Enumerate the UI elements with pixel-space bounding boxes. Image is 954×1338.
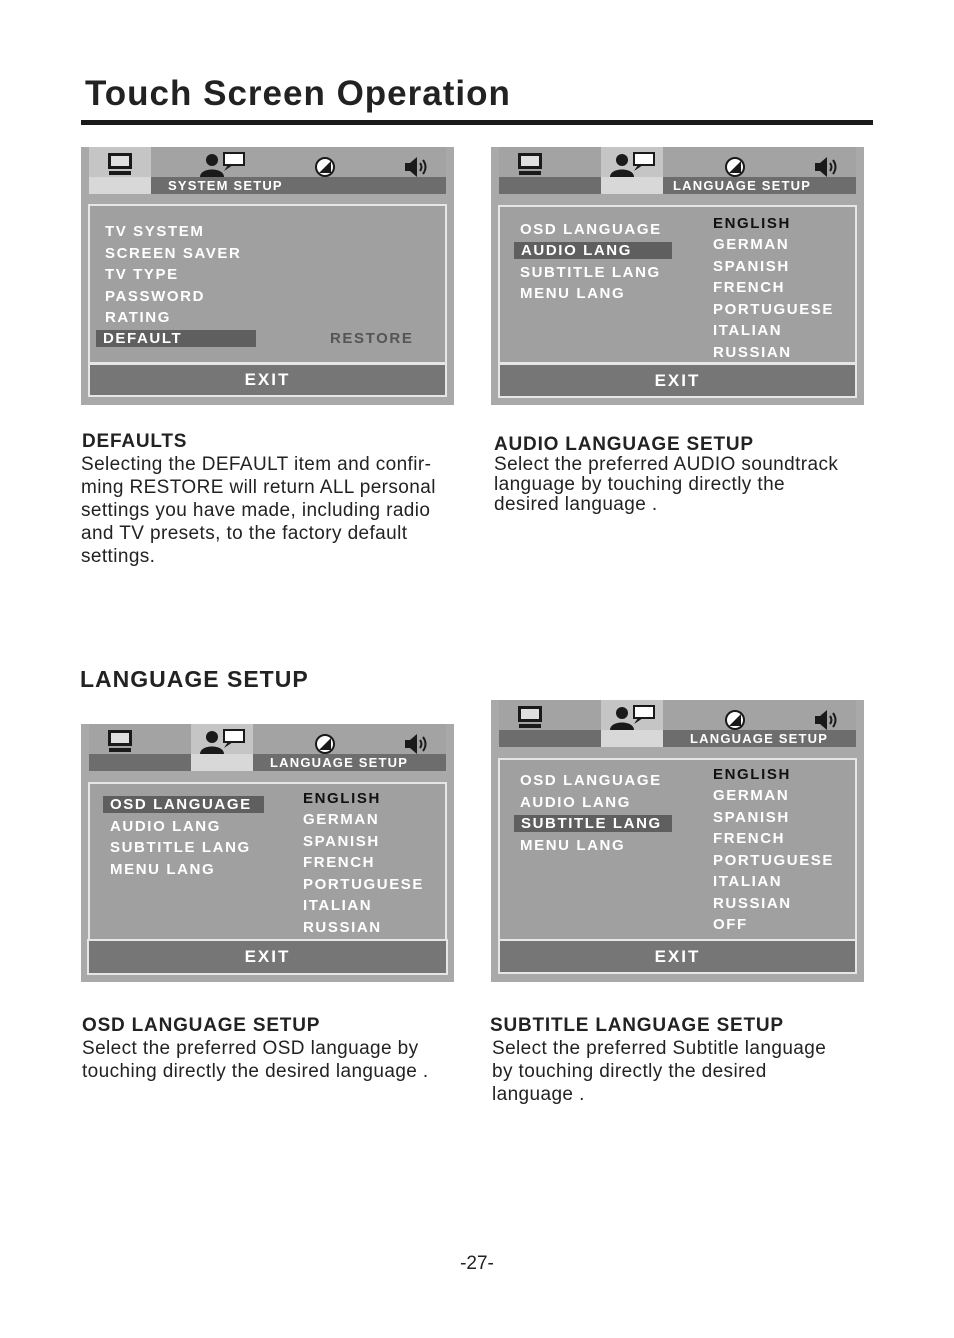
audio-heading: AUDIO LANGUAGE SETUP: [494, 434, 754, 455]
person-speech-icon: [608, 152, 658, 178]
speaker-icon: [813, 709, 841, 731]
tab-general[interactable]: [499, 147, 601, 194]
tab-general[interactable]: [89, 724, 191, 771]
option-french[interactable]: FRENCH: [713, 830, 786, 847]
menu-panel: [498, 205, 857, 364]
option-english[interactable]: ENGLISH: [713, 215, 791, 232]
defaults-heading: DEFAULTS: [82, 431, 188, 452]
option-italian[interactable]: ITALIAN: [713, 322, 783, 339]
option-spanish[interactable]: SPANISH: [303, 833, 380, 850]
option-french[interactable]: FRENCH: [303, 854, 376, 871]
menu-item-tv-type[interactable]: TV TYPE: [105, 266, 179, 283]
option-german[interactable]: GERMAN: [303, 811, 380, 828]
tv-monitor-icon: [106, 152, 134, 176]
option-german[interactable]: GERMAN: [713, 787, 790, 804]
dial-icon: [314, 733, 336, 755]
text-line: ming RESTORE will return ALL personal: [81, 477, 436, 498]
speaker-icon: [403, 733, 431, 755]
audio-text: [494, 455, 838, 515]
menu-header: LANGUAGE SETUP: [663, 730, 856, 747]
option-russian[interactable]: RUSSIAN: [713, 895, 792, 912]
tab-general[interactable]: [89, 147, 151, 194]
menu-item-password[interactable]: PASSWORD: [105, 288, 206, 305]
menu-item-menu-lang[interactable]: MENU LANG: [520, 285, 626, 302]
menu-item-rating[interactable]: RATING: [105, 309, 171, 326]
text-line: language .: [492, 1084, 585, 1105]
osd-language-screen: [81, 724, 454, 982]
menu-item-subtitle-lang[interactable]: SUBTITLE LANG: [110, 839, 251, 856]
exit-button[interactable]: EXIT: [87, 939, 448, 975]
defaults-text: [81, 453, 436, 568]
text-line: Select the preferred OSD language by: [82, 1038, 419, 1059]
tv-monitor-icon: [516, 152, 544, 176]
title-rule: [81, 120, 873, 125]
exit-button[interactable]: EXIT: [498, 363, 857, 398]
menu-header: LANGUAGE SETUP: [253, 754, 446, 771]
menu-item-subtitle-lang[interactable]: SUBTITLE LANG: [514, 815, 672, 832]
option-french[interactable]: FRENCH: [713, 279, 786, 296]
section-heading: LANGUAGE SETUP: [80, 666, 309, 692]
option-english[interactable]: ENGLISH: [303, 790, 381, 807]
text-line: settings you have made, including radio: [81, 500, 431, 521]
option-portuguese[interactable]: PORTUGUESE: [303, 876, 425, 893]
text-line: and TV presets, to the factory default: [81, 523, 408, 544]
menu-item-osd-language[interactable]: OSD LANGUAGE: [103, 796, 264, 813]
speaker-icon: [813, 156, 841, 178]
option-spanish[interactable]: SPANISH: [713, 258, 790, 275]
page-number: -27-: [460, 1253, 494, 1274]
audio-language-screen: [491, 147, 864, 405]
menu-panel: [498, 758, 857, 941]
text-line: by touching directly the desired: [492, 1061, 767, 1082]
menu-item-audio-lang[interactable]: AUDIO LANG: [514, 242, 672, 259]
menu-panel: [88, 782, 447, 941]
option-italian[interactable]: ITALIAN: [713, 873, 783, 890]
option-off[interactable]: OFF: [713, 916, 748, 933]
speaker-icon: [403, 156, 431, 178]
tab-language[interactable]: [601, 147, 663, 194]
option-spanish[interactable]: SPANISH: [713, 809, 790, 826]
person-speech-icon: [608, 705, 658, 731]
page-title: Touch Screen Operation: [85, 74, 511, 113]
menu-header: LANGUAGE SETUP: [663, 177, 856, 194]
tv-monitor-icon: [516, 705, 544, 729]
text-line: Select the preferred AUDIO soundtrack: [494, 454, 839, 475]
menu-item-osd-language[interactable]: OSD LANGUAGE: [520, 221, 662, 238]
text-line: language by touching directly the: [494, 474, 786, 495]
text-line: touching directly the desired language .: [82, 1061, 429, 1082]
tab-general[interactable]: [499, 700, 601, 747]
menu-panel: [88, 204, 447, 364]
text-line: Selecting the DEFAULT item and confir-: [81, 454, 432, 475]
tab-language[interactable]: [601, 700, 663, 747]
subtitle-text: [492, 1037, 826, 1106]
subtitle-language-screen: [491, 700, 864, 982]
menu-item-menu-lang[interactable]: MENU LANG: [520, 837, 626, 854]
subtitle-heading: SUBTITLE LANGUAGE SETUP: [490, 1015, 784, 1036]
option-russian[interactable]: RUSSIAN: [713, 344, 792, 361]
option-italian[interactable]: ITALIAN: [303, 897, 373, 914]
exit-button[interactable]: EXIT: [88, 363, 447, 397]
text-line: Select the preferred Subtitle language: [492, 1038, 827, 1059]
option-portuguese[interactable]: PORTUGUESE: [713, 852, 835, 869]
menu-item-subtitle-lang[interactable]: SUBTITLE LANG: [520, 264, 661, 281]
osd-heading: OSD LANGUAGE SETUP: [82, 1015, 321, 1036]
dial-icon: [724, 156, 746, 178]
menu-item-default[interactable]: DEFAULT: [96, 330, 256, 347]
tab-language[interactable]: [191, 724, 253, 771]
dial-icon: [314, 156, 336, 178]
menu-item-menu-lang[interactable]: MENU LANG: [110, 861, 216, 878]
exit-button[interactable]: EXIT: [498, 939, 857, 974]
menu-header: SYSTEM SETUP: [151, 177, 446, 194]
option-german[interactable]: GERMAN: [713, 236, 790, 253]
option-restore[interactable]: RESTORE: [330, 330, 414, 347]
menu-item-audio-lang[interactable]: AUDIO LANG: [520, 794, 631, 811]
menu-item-osd-language[interactable]: OSD LANGUAGE: [520, 772, 662, 789]
menu-item-audio-lang[interactable]: AUDIO LANG: [110, 818, 221, 835]
system-setup-screen: [81, 147, 454, 405]
option-portuguese[interactable]: PORTUGUESE: [713, 301, 835, 318]
tv-monitor-icon: [106, 729, 134, 753]
text-line: desired language .: [494, 494, 658, 515]
dial-icon: [724, 709, 746, 731]
person-speech-icon: [198, 729, 248, 755]
menu-item-screen-saver[interactable]: SCREEN SAVER: [105, 245, 242, 262]
osd-text: [82, 1037, 429, 1083]
person-speech-icon: [198, 152, 248, 178]
option-english[interactable]: ENGLISH: [713, 766, 791, 783]
option-russian[interactable]: RUSSIAN: [303, 919, 382, 936]
text-line: settings.: [81, 546, 156, 567]
menu-item-tv-system[interactable]: TV SYSTEM: [105, 223, 205, 240]
